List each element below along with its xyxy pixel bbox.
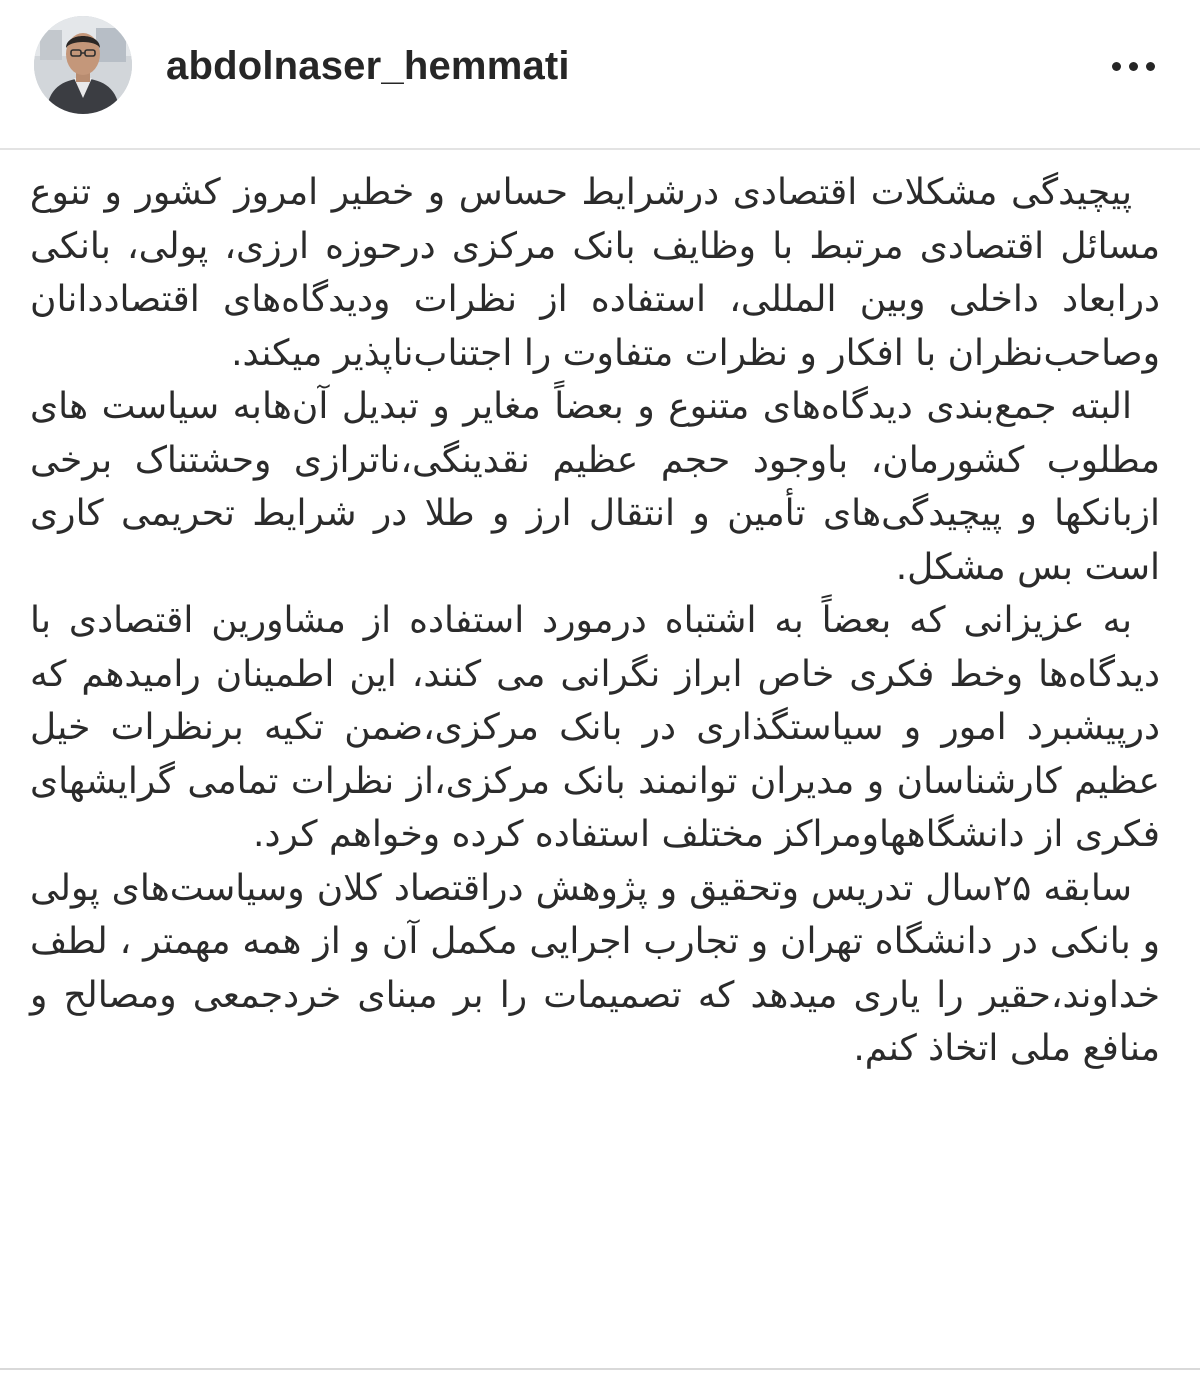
post-username[interactable]: abdolnaser_hemmati: [166, 44, 570, 88]
post-header: [0, 0, 1200, 150]
post-caption: [30, 166, 1160, 1076]
caption-paragraph: البته جمع‌بندی دیدگاه‌های متنوع و بعضاً مغایر و تبدیل آن‌هابه سیاست های مطلوب کشورمان، باوجود حجم عظیم نقدینگی،ناترازی وحشتناک برخی ازبانکها و پیچیدگی‌های تأمین و انتقال ارز و طلا در شرایط تحریمی کاری است بس مشکل.: [30, 386, 1160, 588]
more-horizontal-icon: [1112, 62, 1121, 71]
caption-paragraph: پیچیدگی مشکلات اقتصادی درشرایط حساس و خطیر امروز کشور و تنوع مسائل اقتصادی مرتبط با وظایف بانک مرکزی درحوزه ارزی، پولی، بانکی درابعاد داخلی وبین المللی، استفاده از نظرات ودیدگاه‌های اقتصاددانان وصاحب‌نظران با افکار و نظرات متفاوت را اجتناب‌ناپذیر میکند.: [30, 172, 1160, 374]
caption-paragraph: به عزیزانی که بعضاً به اشتباه درمورد استفاده از مشاورین اقتصادی با دیدگاه‌ها وخط فکری خاص ابراز نگرانی می کنند، این اطمینان رامیدهم که درپیشبرد امور و سیاستگذاری در بانک مرکزی،ضمن تکیه برنظرات خیل عظیم کارشناسان و مدیران توانمند بانک مرکزی،از نظرات تمامی گرایشهای فکری از دانشگاهها‌ومراکز مختلف استفاده کرده وخواهم کرد.: [30, 600, 1160, 855]
profile-avatar[interactable]: [34, 16, 132, 114]
caption-paragraph: سابقه ۲۵سال تدریس وتحقیق و پژوهش دراقتصاد کلان وسیاست‌های پولی و بانکی در دانشگاه تهران و تجارب اجرایی مکمل آن و از همه مهمتر ، لطف خداوند،حقیر را یاری میدهد که تصمیمات را بر مبنای خردجمعی ومصالح و منافع ملی اتخاذ کنم.: [30, 867, 1160, 1069]
more-options-button[interactable]: [1098, 44, 1168, 88]
more-horizontal-icon: [1129, 62, 1138, 71]
avatar-photo-icon: [34, 16, 132, 114]
more-horizontal-icon: [1146, 62, 1155, 71]
divider: [0, 1368, 1200, 1370]
